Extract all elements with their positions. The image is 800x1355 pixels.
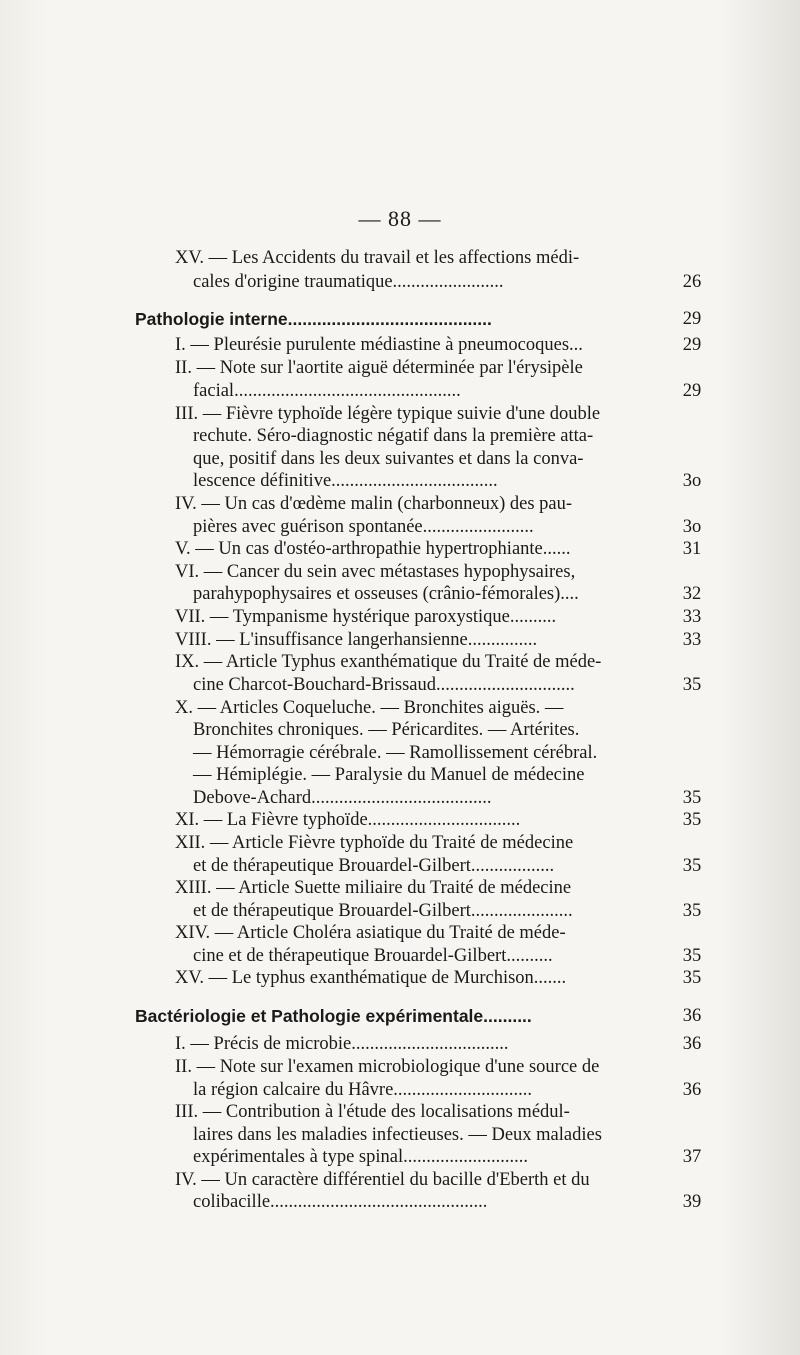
toc-entry <box>175 607 655 628</box>
toc-entry <box>193 1192 655 1213</box>
toc-entry-text: XV. — Le typhus exanthématique de Murchison....... <box>175 968 567 988</box>
page-number: — 88 — <box>358 206 442 231</box>
toc-entry <box>175 539 655 560</box>
toc-entry-text: XIV. — Article Choléra asiatique du Traité de méde- <box>175 923 566 943</box>
toc-entry-text: — Hémorragie cérébrale. — Ramollissement cérébral. <box>193 743 598 763</box>
toc-entry <box>193 946 655 967</box>
toc-entry-text: expérimentales à type spinal........................... <box>193 1147 528 1167</box>
toc-entry-text: XV. — Les Accidents du travail et les affections médi- <box>175 248 580 268</box>
toc-page-number: 32 <box>682 584 702 604</box>
toc-entry <box>193 675 655 696</box>
toc-entry <box>175 358 655 379</box>
toc-entry <box>175 562 655 583</box>
toc-entry <box>193 584 655 605</box>
toc-entry-text: cales d'origine traumatique........................ <box>193 272 504 292</box>
toc-entry <box>193 788 655 809</box>
toc-entry <box>175 248 655 269</box>
toc-page-number: 36 <box>682 1006 702 1026</box>
toc-entry <box>175 1102 655 1123</box>
toc-page-number: 39 <box>682 1192 702 1212</box>
toc-entry-text: lescence définitive.................................... <box>193 471 498 491</box>
toc-entry-text: IV. — Un caractère différentiel du bacille d'Eberth et du <box>175 1170 590 1190</box>
toc-entry <box>193 856 655 877</box>
toc-entry-text: VII. — Tympanisme hystérique paroxystique.......... <box>175 607 557 627</box>
toc-page-number: 35 <box>682 946 702 966</box>
toc-entry-text: cine et de thérapeutique Brouardel-Gilbert.......... <box>193 946 553 966</box>
toc-entry-text: VI. — Cancer du sein avec métastases hypophysaires, <box>175 562 576 582</box>
toc-entry-text: facial................................................. <box>193 381 461 401</box>
toc-entry-text: pières avec guérison spontanée........................ <box>193 517 534 537</box>
toc-entry-text: I. — Précis de microbie.................................. <box>175 1034 509 1054</box>
toc-entry-text: colibacille............................................... <box>193 1192 488 1212</box>
toc-page-number: 33 <box>682 630 702 650</box>
toc-page-number: 35 <box>682 675 702 695</box>
toc-entry-text: et de thérapeutique Brouardel-Gilbert...................... <box>193 901 573 921</box>
toc-entry <box>175 810 655 831</box>
toc-entry <box>175 630 655 651</box>
toc-entry <box>193 1147 655 1168</box>
toc-entry-text: Pathologie interne.......................................... <box>135 309 492 329</box>
toc-entry-text: X. — Articles Coqueluche. — Bronchites aiguës. — <box>175 698 564 718</box>
toc-entry <box>193 743 655 764</box>
toc-entry-text: VIII. — L'insuffisance langerhansienne............... <box>175 630 538 650</box>
toc-entry-text: XIII. — Article Suette miliaire du Traité de médecine <box>175 878 572 898</box>
toc-entry <box>193 517 655 538</box>
toc-page-number: 29 <box>682 381 702 401</box>
toc-entry <box>175 652 655 673</box>
toc-entry-text: Bronchites chroniques. — Péricardites. — Artérites. <box>193 720 580 740</box>
toc-entry <box>175 1170 655 1191</box>
toc-entry-text: II. — Note sur l'examen microbiologique d'une source de <box>175 1057 600 1077</box>
toc-entry <box>193 272 655 293</box>
toc-page-number: 29 <box>682 335 702 355</box>
toc-entry-text: que, positif dans les deux suivantes et dans la conva- <box>193 449 584 469</box>
toc-page-number: 36 <box>682 1080 702 1100</box>
toc-entry <box>193 471 655 492</box>
toc-entry <box>175 923 655 944</box>
toc-entry-text: Bactériologie et Pathologie expérimentale.......... <box>135 1006 532 1026</box>
toc-page-number: 35 <box>682 810 702 830</box>
toc-page-number: 35 <box>682 901 702 921</box>
toc-page-number: 35 <box>682 788 702 808</box>
toc-entry-text: XI. — La Fièvre typhoïde................................. <box>175 810 521 830</box>
section-heading <box>135 1006 655 1028</box>
toc-entry <box>193 426 655 447</box>
toc-entry <box>175 833 655 854</box>
toc-entry <box>175 968 655 989</box>
toc-entry-text: III. — Fièvre typhoïde légère typique suivie d'une double <box>175 404 601 424</box>
toc-entry <box>175 404 655 425</box>
toc-entry-text: Debove-Achard....................................... <box>193 788 492 808</box>
toc-page-number: 31 <box>682 539 702 559</box>
toc-entry <box>193 1080 655 1101</box>
toc-page-number: 33 <box>682 607 702 627</box>
toc-entry-text: I. — Pleurésie purulente médiastine à pneumocoques... <box>175 335 583 355</box>
toc-page-number: 3o <box>682 517 702 537</box>
toc-entry-text: XII. — Article Fièvre typhoïde du Traité de médecine <box>175 833 574 853</box>
section-heading <box>135 309 655 331</box>
toc-entry <box>175 335 655 356</box>
toc-page-number: 26 <box>682 272 702 292</box>
toc-entry-text: laires dans les maladies infectieuses. — Deux maladies <box>193 1125 602 1145</box>
toc-entry <box>193 381 655 402</box>
toc-entry-text: rechute. Séro-diagnostic négatif dans la première atta- <box>193 426 594 446</box>
toc-entry <box>175 494 655 515</box>
toc-entry <box>175 1057 655 1078</box>
toc-entry-text: parahypophysaires et osseuses (crânio-fémorales).... <box>193 584 579 604</box>
toc-entry-text: cine Charcot-Bouchard-Brissaud.............................. <box>193 675 575 695</box>
toc-entry <box>175 878 655 899</box>
toc-page-number: 29 <box>682 309 702 329</box>
toc-page-number: 37 <box>682 1147 702 1167</box>
toc-page-number: 35 <box>682 856 702 876</box>
toc-entry-text: IX. — Article Typhus exanthématique du Traité de méde- <box>175 652 602 672</box>
toc-entry-text: la région calcaire du Hâvre.............................. <box>193 1080 533 1100</box>
toc-entry-text: II. — Note sur l'aortite aiguë déterminée par l'érysipèle <box>175 358 583 378</box>
toc-entry-text: V. — Un cas d'ostéo-arthropathie hypertrophiante...... <box>175 539 571 559</box>
toc-entry <box>175 698 655 719</box>
toc-entry-text: — Hémiplégie. — Paralysie du Manuel de médecine <box>193 765 585 785</box>
toc-entry <box>193 449 655 470</box>
toc-entry-text: IV. — Un cas d'œdème malin (charbonneux) des pau- <box>175 494 573 514</box>
toc-page-number: 3o <box>682 471 702 491</box>
toc-entry <box>193 765 655 786</box>
toc-entry <box>193 1125 655 1146</box>
toc-page-number: 36 <box>682 1034 702 1054</box>
toc-page-number: 35 <box>682 968 702 988</box>
toc-entry <box>175 1034 655 1055</box>
toc-entry-text: et de thérapeutique Brouardel-Gilbert.................. <box>193 856 555 876</box>
toc-entry <box>193 901 655 922</box>
toc-entry-text: III. — Contribution à l'étude des localisations médul- <box>175 1102 570 1122</box>
toc-entry <box>193 720 655 741</box>
